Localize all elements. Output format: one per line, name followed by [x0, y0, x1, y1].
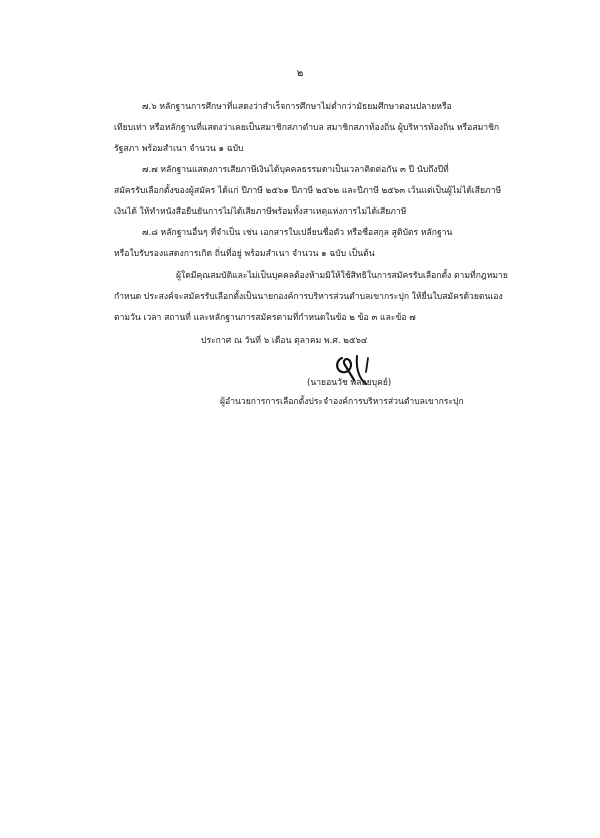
item-7-6-line-1: ๗.๖ หลักฐานการศึกษาที่แสดงว่าสำเร็จการศึกษาไม่ต่ำกว่ามัธยมศึกษาตอนปลายหรือ — [142, 102, 452, 112]
closing-paragraph-line-2: กำหนด ประสงค์จะสมัครรับเลือกตั้งเป็นนายกองค์การบริหารส่วนตำบลเขากระปุก ให้ยื่นใบสมัครด้วยตนเอง — [114, 292, 503, 302]
item-7-8-line-1: ๗.๘ หลักฐานอื่นๆ ที่จำเป็น เช่น เอกสารใบเปลี่ยนชื่อตัว หรือชื่อสกุล สูติบัตร หลักฐาน — [142, 228, 453, 238]
page-number: ๒ — [296, 68, 304, 79]
signer-title: ผู้อำนวยการการเลือกตั้งประจำองค์การบริหารส่วนตำบลเขากระปุก — [220, 397, 464, 407]
signer-name: (นายอนวัช พลอยบุคย์) — [307, 378, 392, 388]
announcement-date: ประกาศ ณ วันที่ ๖ เดือน ตุลาคม พ.ศ. ๒๕๖๔ — [201, 336, 368, 346]
closing-paragraph-line-1: ผู้ใดมีคุณสมบัติและไม่เป็นบุคคลต้องห้ามมิให้ใช้สิทธิในการสมัครรับเลือกตั้ง ตามที่กฎหมาย — [176, 271, 508, 281]
item-7-7-line-1: ๗.๗ หลักฐานแสดงการเสียภาษีเงินได้บุคคลธรรมดาเป็นเวลาติดต่อกัน ๓ ปี นับถึงปีที่ — [142, 165, 449, 175]
item-7-6-line-3: รัฐสภา พร้อมสำเนา จำนวน ๑ ฉบับ — [114, 144, 244, 154]
closing-paragraph-line-3: ตามวัน เวลา สถานที่ และหลักฐานการสมัครตามที่กำหนดในข้อ ๒ ข้อ ๓ และข้อ ๗ — [114, 313, 416, 323]
item-7-8-line-2: หรือใบรับรองแสดงการเกิด ถิ่นที่อยู่ พร้อมสำเนา จำนวน ๑ ฉบับ เป็นต้น — [114, 249, 375, 259]
item-7-6-line-2: เทียบเท่า หรือหลักฐานที่แสดงว่าเคยเป็นสมาชิกสภาตำบล สมาชิกสภาท้องถิ่น ผู้บริหารท้องถิ่น หรือสมาชิก — [114, 123, 500, 133]
item-7-7-line-2: สมัครรับเลือกตั้งของผู้สมัคร ได้แก่ ปีภาษี ๒๕๖๑ ปีภาษี ๒๕๖๒ และปีภาษี ๒๕๖๓ เว้นแต่เป็นผู้ไม่ได้เสียภาษี — [114, 186, 502, 196]
item-7-7-line-3: เงินได้ ให้ทำหนังสือยืนยันการไม่ได้เสียภาษีพร้อมทั้งสาเหตุแห่งการไม่ได้เสียภาษี — [114, 207, 407, 217]
